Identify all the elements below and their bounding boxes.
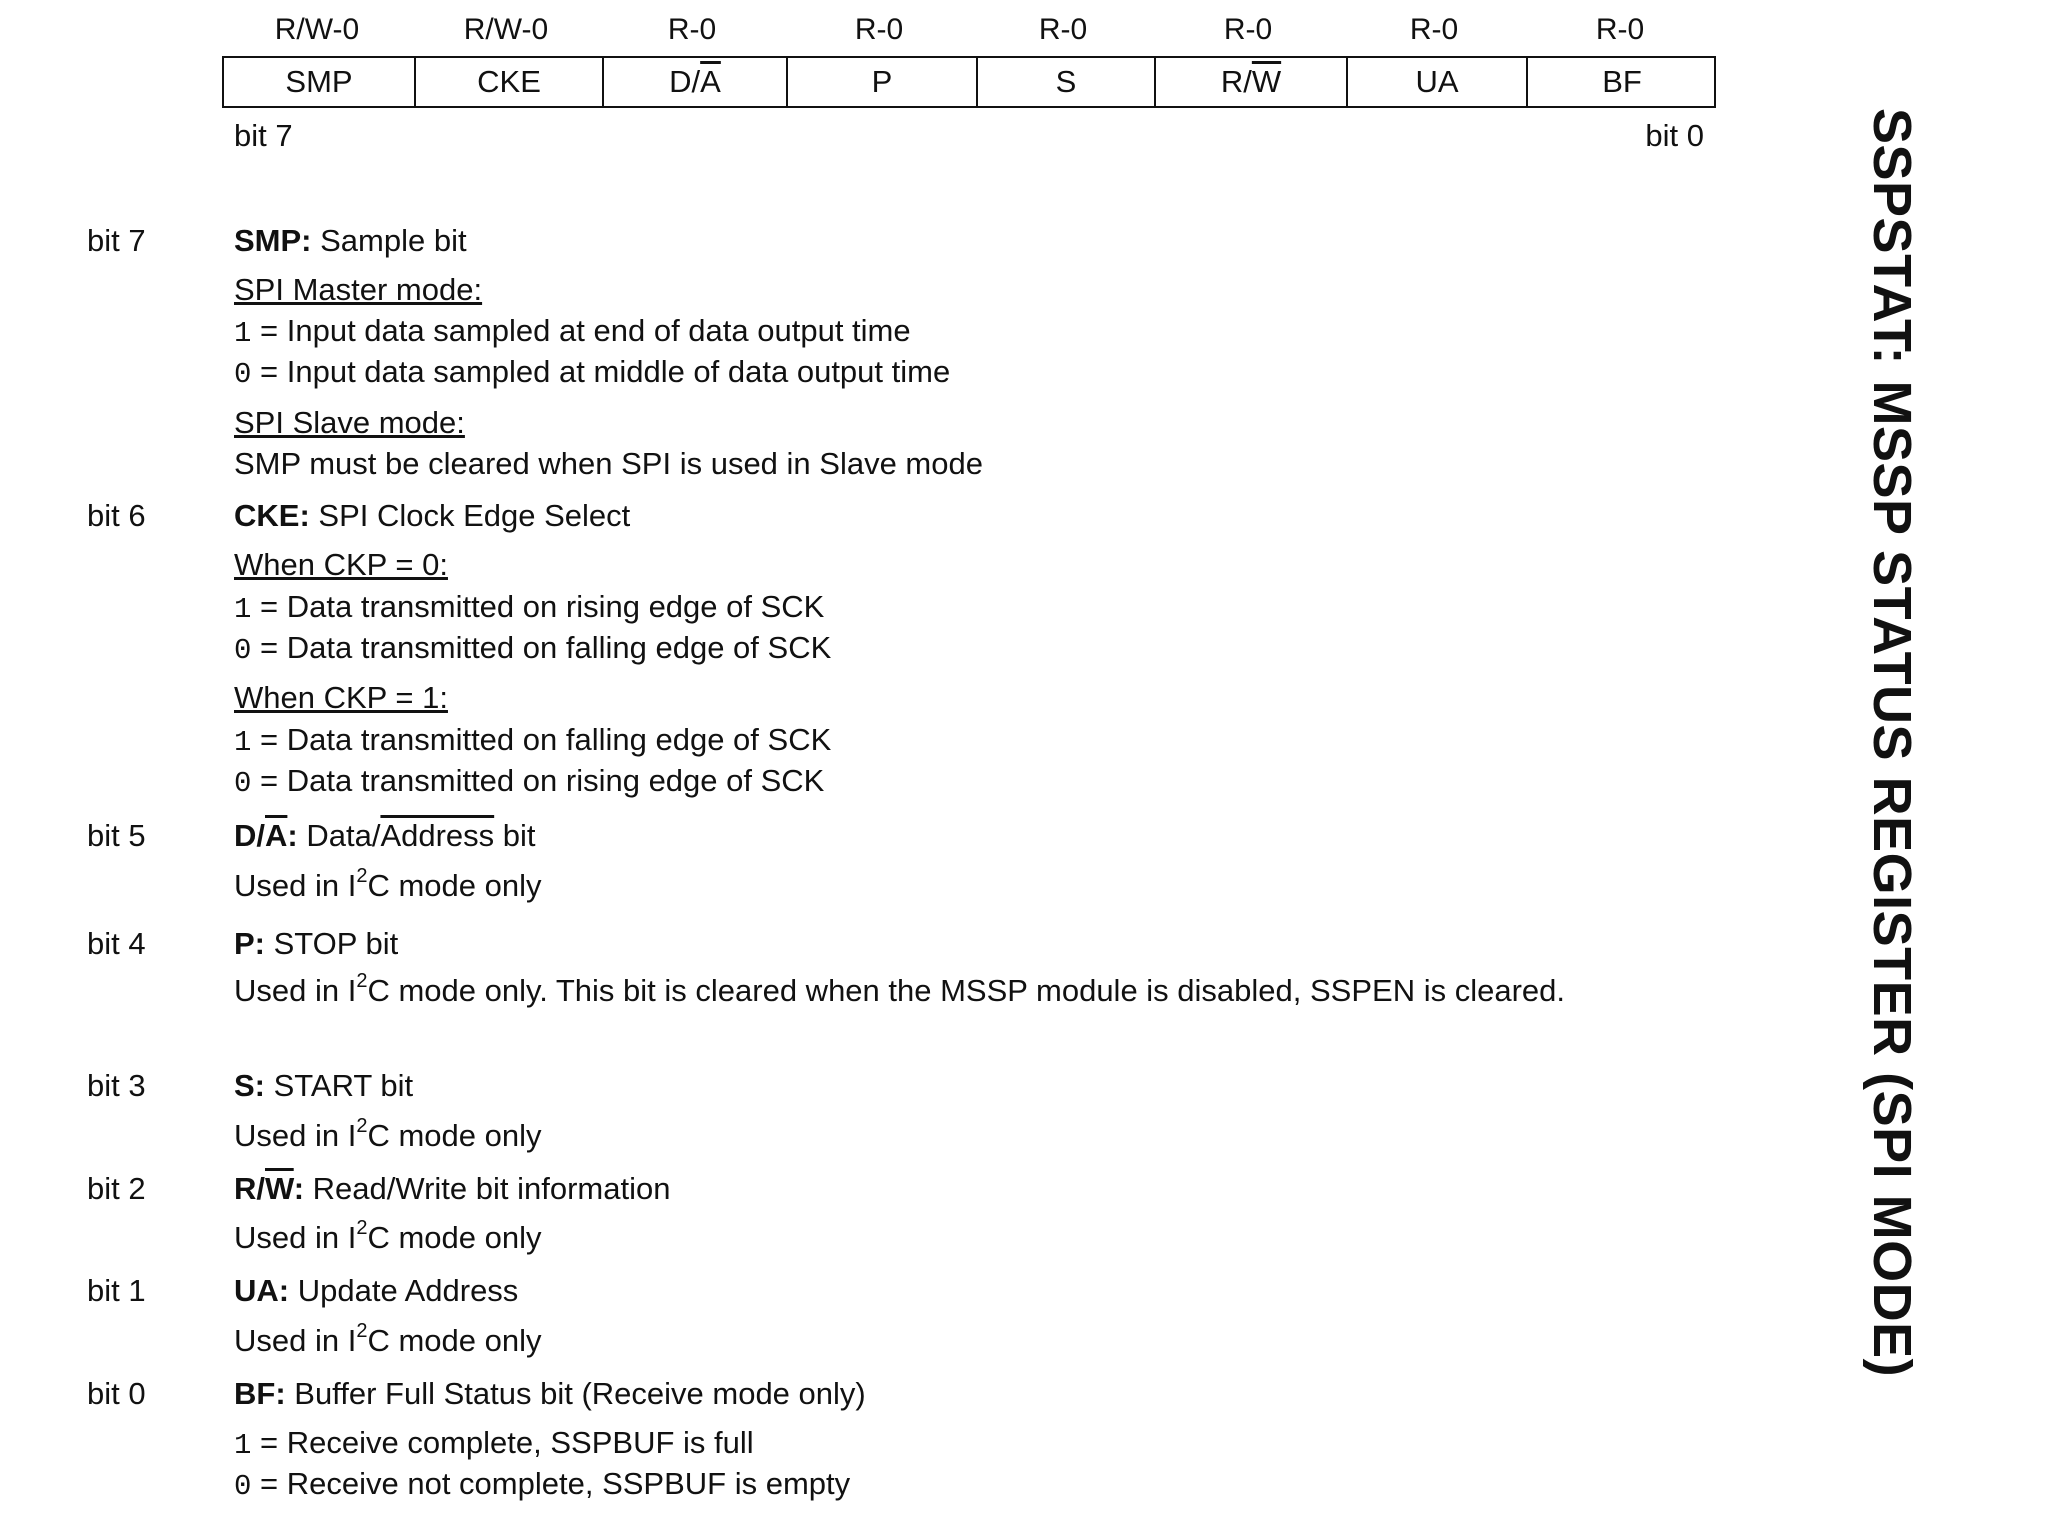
bit7-slave-text: SMP must be cleared when SPI is used in Slave mode — [234, 446, 983, 481]
access-bit4: R-0 — [854, 13, 904, 46]
access-bit0: R-0 — [1595, 13, 1645, 46]
bit6-heading: CKE: SPI Clock Edge Select — [234, 498, 631, 533]
bit1-heading: UA: Update Address — [234, 1273, 519, 1308]
reg-cell-bf: BF — [1526, 58, 1716, 106]
access-bit5: R-0 — [667, 13, 717, 46]
bit0-number: bit 0 — [87, 1376, 146, 1411]
msb-label: bit 7 — [234, 118, 293, 153]
bit3-heading: S: START bit — [234, 1068, 414, 1103]
register-bit-table — [222, 56, 1716, 108]
bit0-value-1: 1 = Receive complete, SSPBUF is full — [234, 1425, 754, 1462]
bit4-number: bit 4 — [87, 926, 146, 961]
access-row — [222, 10, 1716, 50]
reg-cell-rw: $R/\overline{W}$ — [1154, 58, 1346, 106]
bit7-heading: SMP: Sample bit — [234, 223, 467, 258]
access-bit7: R/W-0 — [274, 13, 360, 46]
bit2-heading: $R/\overline{W}$: Read/Write bit information — [234, 1171, 671, 1206]
bit2-usage: Used in $I^2C$ mode only — [234, 1216, 542, 1255]
bit6-ckp1-heading: When CKP = 1: — [234, 680, 448, 715]
bit2-number: bit 2 — [87, 1171, 146, 1206]
bit7-master-mode-heading: SPI Master mode: — [234, 272, 483, 307]
reg-cell-s: S — [976, 58, 1154, 106]
bit6-ckp0-heading: When CKP = 0: — [234, 547, 448, 582]
bit6-ckp0-1: 1 = Data transmitted on rising edge of SCK — [234, 589, 825, 626]
bit0-heading: BF: Buffer Full Status bit (Receive mode only) — [234, 1376, 866, 1411]
reg-cell-cke: CKE — [414, 58, 602, 106]
bit0-value-0: 0 = Receive not complete, SSPBUF is empty — [234, 1466, 851, 1503]
reg-cell-p: P — [786, 58, 976, 106]
bit5-heading: $D/\overline{A}$: Data/Address bit — [234, 818, 536, 853]
bit7-master-0: 0 = Input data sampled at middle of data output time — [234, 354, 951, 391]
reg-cell-ua: UA — [1346, 58, 1526, 106]
bit4-heading: P: STOP bit — [234, 926, 399, 961]
access-bit1: R-0 — [1409, 13, 1459, 46]
access-bit6: R/W-0 — [463, 13, 549, 46]
side-title: SSPSTAT: MSSP STATUS REGISTER (SPI MODE) — [1862, 108, 1922, 1378]
reg-cell-smp: SMP — [285, 64, 353, 99]
bit6-ckp1-0: 0 = Data transmitted on rising edge of SCK — [234, 763, 825, 800]
bit4-usage: Used in $I^2C$ mode only. This bit is cleared when the MSSP module is disabled, SSPEN is cleared. — [234, 969, 1565, 1008]
reg-cell-da: $D/\overline{A}$ — [602, 58, 786, 106]
access-bit2: R-0 — [1223, 13, 1273, 46]
bit5-number: bit 5 — [87, 818, 146, 853]
bit3-number: bit 3 — [87, 1068, 146, 1103]
bit6-ckp1-1: 1 = Data transmitted on falling edge of SCK — [234, 722, 832, 759]
access-bit3: R-0 — [1038, 13, 1088, 46]
bit7-master-1: 1 = Input data sampled at end of data output time — [234, 313, 911, 350]
bit1-number: bit 1 — [87, 1273, 146, 1308]
bit3-usage: Used in $I^2C$ mode only — [234, 1114, 542, 1153]
lsb-label: bit 0 — [1645, 118, 1704, 153]
bit7-number: bit 7 — [87, 223, 146, 258]
bit1-usage: Used in $I^2C$ mode only — [234, 1319, 542, 1358]
bit7-slave-mode-heading: SPI Slave mode: — [234, 405, 465, 440]
bit6-number: bit 6 — [87, 498, 146, 533]
bit5-usage: Used in $I^2C$ mode only — [234, 864, 542, 903]
bit6-ckp0-0: 0 = Data transmitted on falling edge of SCK — [234, 630, 832, 667]
